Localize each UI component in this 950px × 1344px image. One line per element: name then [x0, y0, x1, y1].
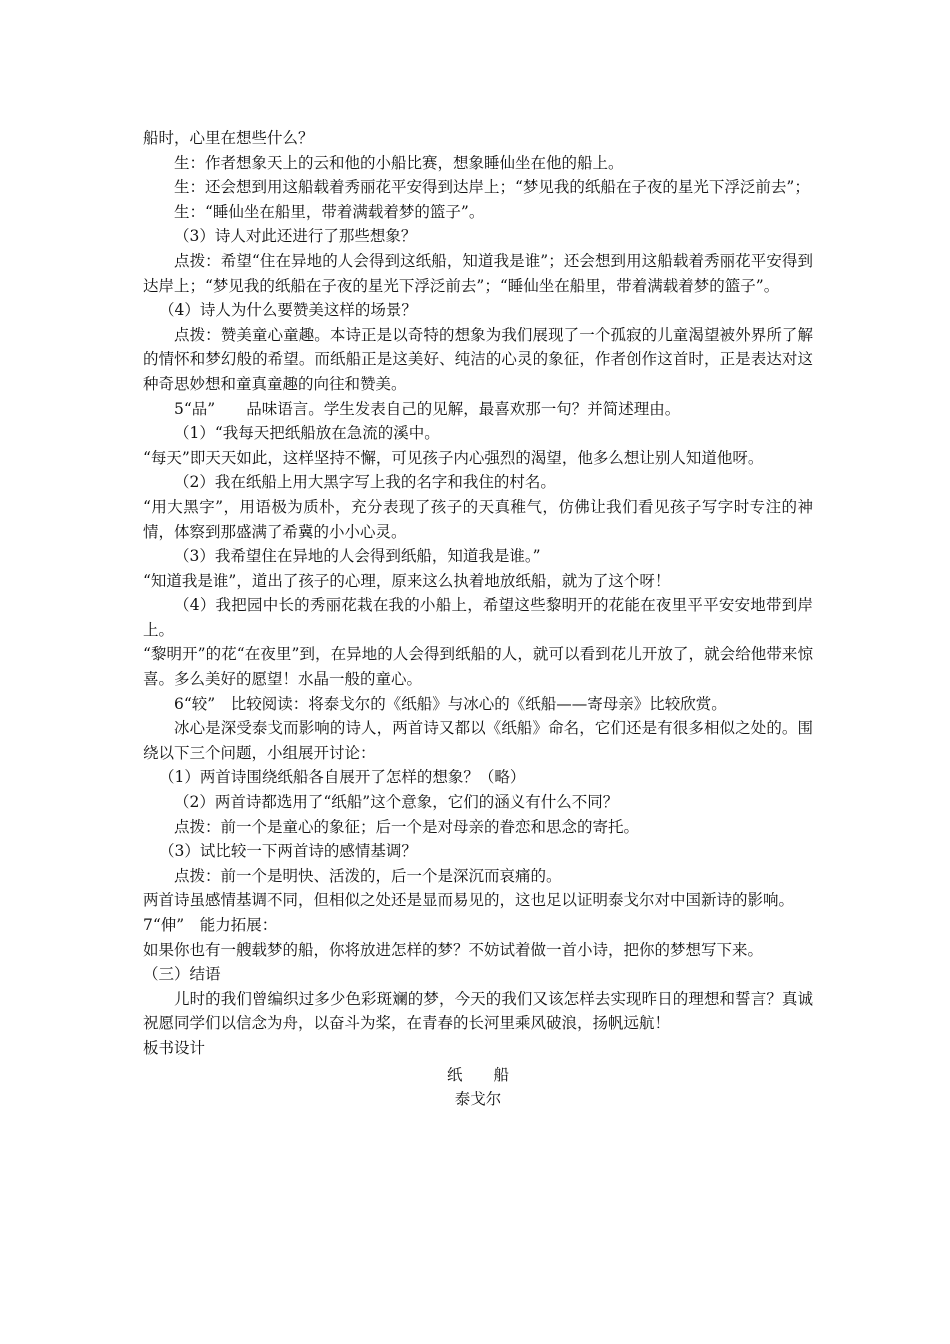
paragraph: 如果你也有一艘载梦的船，你将放进怎样的梦？不妨试着做一首小诗，把你的梦想写下来。	[143, 940, 764, 959]
paragraph: 生：作者想象天上的云和他的小船比赛，想象睡仙坐在他的船上。	[174, 153, 624, 172]
paragraph: 生：还会想到用这船载着秀丽花平安得到达岸上；“梦见我的纸船在子夜的星光下浮泛前去”；	[174, 178, 810, 197]
paragraph: 两首诗虽感情基调不同，但相似之处还是显而易见的，这也足以证明泰戈尔对中国新诗的影响。	[143, 891, 795, 910]
blackboard-title: 纸 船	[446, 1065, 509, 1084]
quote-line: （2）我在纸船上用大黑字写上我的名字和我住的村名。	[174, 473, 556, 492]
paragraph: 点拨：前一个是明快、活泼的，后一个是深沉而哀痛的。	[174, 866, 562, 885]
paragraph: 点拨：赞美童心童趣。本诗正是以奇特的想象为我们展现了一个孤寂的儿童渴望被外界所了解的情怀和梦幻般的希望。而纸船正是这美好、纯洁的心灵的象征，作者创作这首时，正是表达对这种奇思妙想和童真童趣的向往和赞美。	[143, 325, 813, 393]
quote-line: （1）“我每天把纸船放在急流的溪中。	[174, 424, 440, 443]
blackboard-author: 泰戈尔	[454, 1090, 502, 1109]
section-heading: 5“品” 品味语言。学生发表自己的见解，最喜欢那一句？并简述理由。	[174, 399, 681, 418]
paragraph: 船时，心里在想些什么？	[143, 129, 314, 147]
question-heading: （1）两首诗围绕纸船各自展开了怎样的想象？（略）	[159, 768, 526, 787]
question-heading: （3）诗人对此还进行了那些想象？	[174, 227, 417, 246]
quote-line: （3）我希望住在异地的人会得到纸船，知道我是谁。”	[174, 547, 541, 566]
paragraph: “黎明开”的花“在夜里”到，在异地的人会得到纸船的人，就可以看到花儿开放了，就会给他带来惊喜。多么美好的愿望！水晶一般的童心。	[143, 645, 813, 689]
question-heading: （2）两首诗都选用了“纸船”这个意象，它们的涵义有什么不同？	[174, 793, 619, 812]
question-heading: （3）试比较一下两首诗的感情基调？	[159, 842, 417, 861]
paragraph: 冰心是深受泰戈而影响的诗人，两首诗又都以《纸船》命名，它们还是有很多相似之处的。围绕以下三个问题，小组展开讨论：	[143, 719, 813, 762]
section-heading: （三）结语	[143, 965, 221, 984]
paragraph: 点拨：前一个是童心的象征；后一个是对母亲的眷恋和思念的寄托。	[174, 817, 640, 836]
question-heading: （4）诗人为什么要赞美这样的场景？	[159, 301, 417, 320]
section-heading: 板书设计	[143, 1038, 206, 1057]
paragraph: “每天”即天天如此，这样坚持不懈，可见孩子内心强烈的渴望，他多么想让别人知道他呀。	[143, 448, 764, 467]
paragraph: “用大黑字”，用语极为质朴，充分表现了孩子的天真稚气，仿佛让我们看见孩子写字时专注的神情，体察到那盛满了希冀的小小心灵。	[143, 497, 813, 541]
paragraph: 生：“睡仙坐在船里，带着满载着梦的篮子”。	[174, 202, 485, 221]
document-body	[143, 126, 813, 1112]
paragraph: “知道我是谁”，道出了孩子的心理，原来这么执着地放纸船，就为了这个呀！	[143, 571, 671, 590]
paragraph: 儿时的我们曾编织过多少色彩斑斓的梦，今天的我们又该怎样去实现昨日的理想和誓言？真诚祝愿同学们以信念为舟，以奋斗为桨，在青春的长河里乘风破浪，扬帆远航！	[143, 989, 813, 1033]
paragraph: 点拨：希望“住在异地的人会得到这纸船，知道我是谁”；还会想到用这船载着秀丽花平安得到达岸上；“梦见我的纸船在子夜的星光下浮泛前去”；“睡仙坐在船里，带着满载着梦的篮子”。	[143, 251, 813, 295]
section-heading: 7“伸” 能力拓展：	[143, 916, 278, 934]
quote-line: （4）我把园中长的秀丽花栽在我的小船上，希望这些黎明开的花能在夜里平平安安地带到岸上。	[143, 596, 813, 639]
section-heading: 6“较” 比较阅读：将泰戈尔的《纸船》与冰心的《纸船——寄母亲》比较欣赏。	[174, 694, 727, 713]
